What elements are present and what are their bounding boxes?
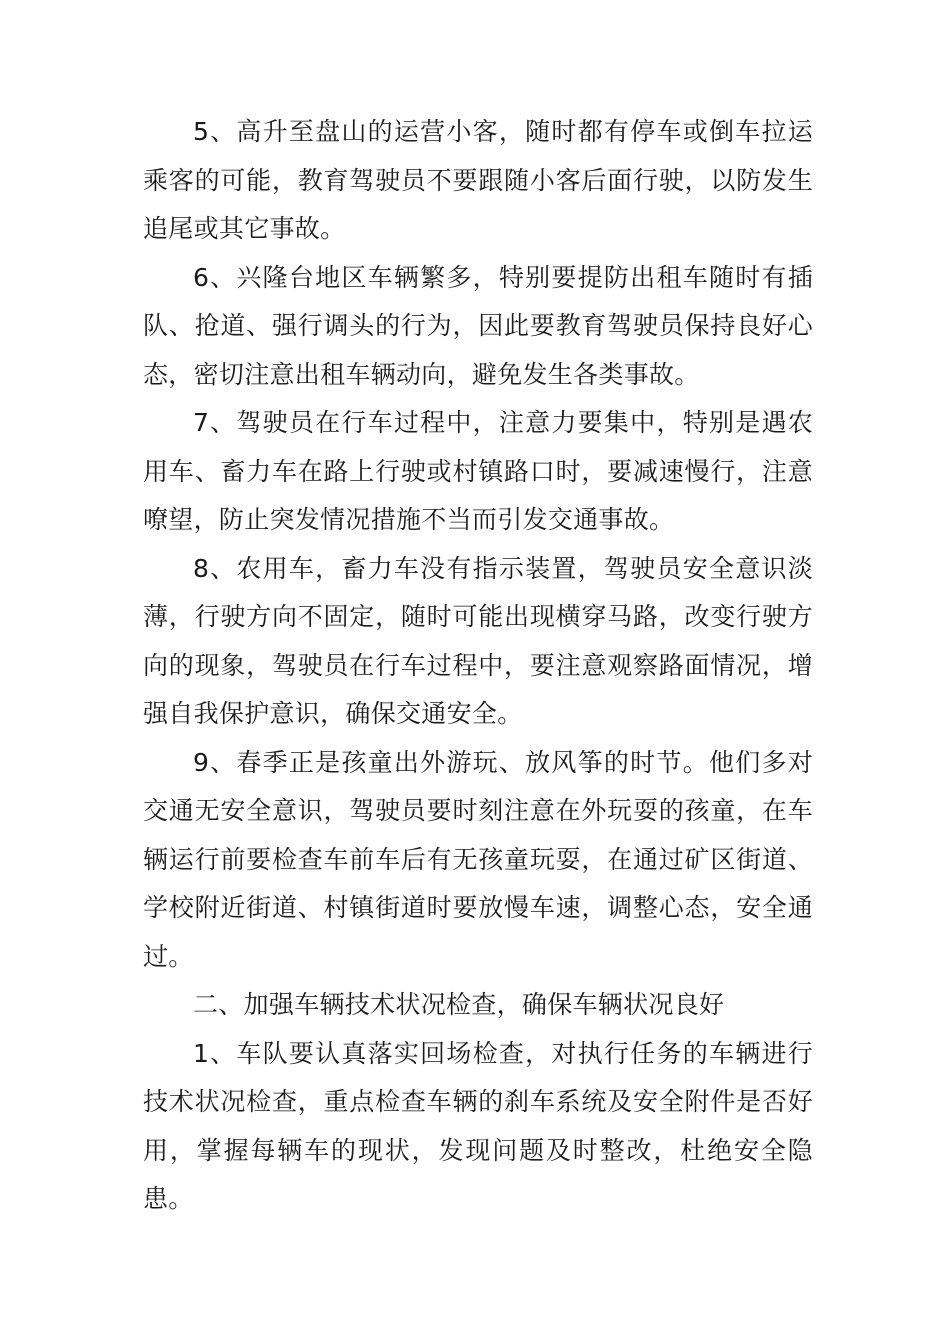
paragraph-item-2-1: 1、车队要认真落实回场检查，对执行任务的车辆进行技术状况检查，重点检查车辆的刹车系统及安全附件是否好用，掌握每辆车的现状，发现问题及时整改，杜绝安全隐患。 [143, 1038, 813, 1213]
paragraph-item-9: 9、春季正是孩童出外游玩、放风筝的时节。他们多对交通无安全意识，驾驶员要时刻注意在外玩耍的孩童，在车辆运行前要检查车前车后有无孩童玩耍，在通过矿区街道、学校附近街道、村镇街道时要放慢车速，调整心态，安全通过。 [143, 747, 813, 971]
section-heading-2: 二、加强车辆技术状况检查，确保车辆状况良好 [193, 990, 725, 1019]
paragraph-item-7: 7、驾驶员在行车过程中，注意力要集中，特别是遇农用车、畜力车在路上行驶或村镇路口时，要减速慢行，注意嘹望，防止突发情况措施不当而引发交通事故。 [143, 408, 813, 534]
paragraph-item-5: 5、高升至盘山的运营小客，随时都有停车或倒车拉运乘客的可能，教育驾驶员不要跟随小客后面行驶，以防发生追尾或其它事故。 [143, 117, 813, 243]
paragraph-item-8: 8、农用车，畜力车没有指示装置，驾驶员安全意识淡薄，行驶方向不固定，随时可能出现横穿马路，改变行驶方向的现象，驾驶员在行车过程中，要注意观察路面情况，增强自我保护意识，确保交通安全。 [143, 553, 813, 728]
paragraph-item-6: 6、兴隆台地区车辆繁多，特别要提防出租车随时有插队、抢道、强行调头的行为，因此要教育驾驶员保持良好心态，密切注意出租车辆动向，避免发生各类事故。 [143, 262, 813, 389]
document-body [143, 108, 813, 1224]
